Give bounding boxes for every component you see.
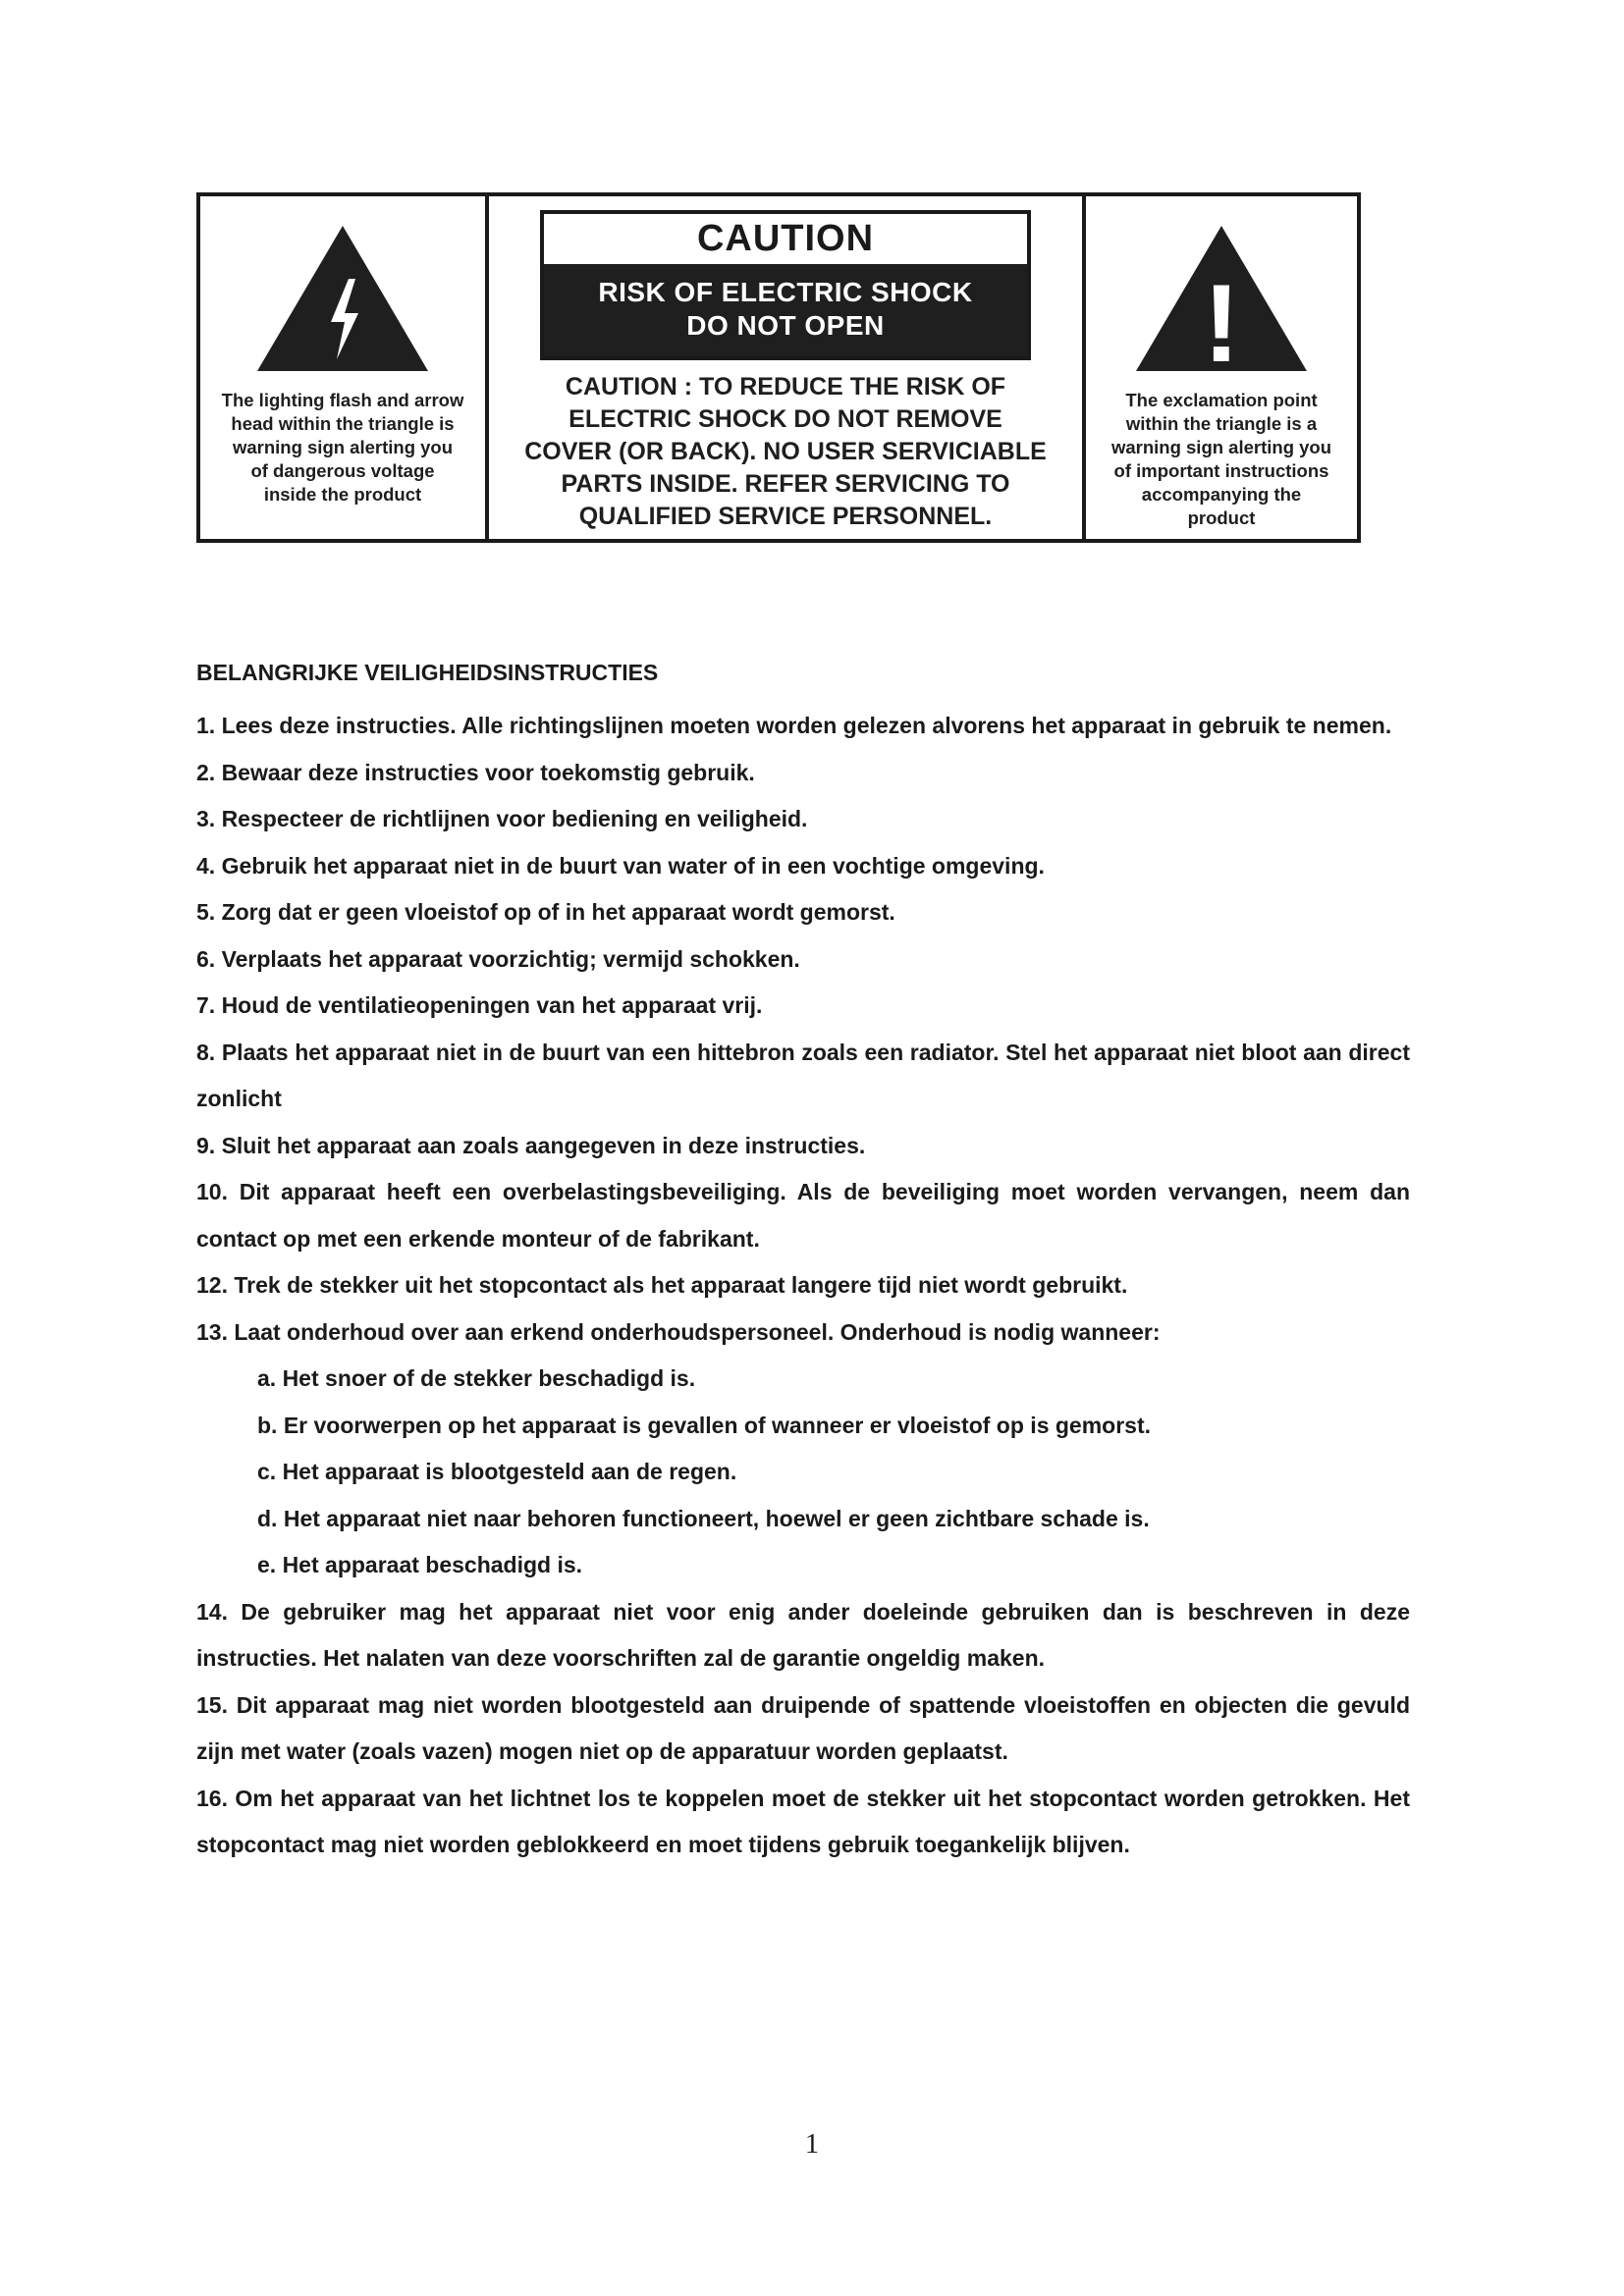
instruction-item: 16. Om het apparaat van het lichtnet los te koppelen moet de stekker uit het stopcontact worden getrokken. Het stopcontact mag niet worden geblokkeerd en moet tijdens gebruik toegankelijk blijven. (196, 1785, 1410, 1857)
caution-description-line: CAUTION : TO REDUCE THE RISK OF (565, 373, 1006, 400)
caution-panel (489, 196, 1086, 539)
instruction-item: 12. Trek de stekker uit het stopcontact als het apparaat langere tijd niet wordt gebruikt. (196, 1272, 1128, 1298)
instruction-item: 7. Houd de ventilatieopeningen van het apparaat vrij. (196, 992, 763, 1018)
lightning-text-line: head within the triangle is (231, 413, 455, 434)
instruction-item: 14. De gebruiker mag het apparaat niet voor enig ander doeleinde gebruiken dan is beschreven in deze instructies. Het nalaten van deze voorschriften zal de garantie ongeldig maken. (196, 1598, 1410, 1671)
instruction-item: 10. Dit apparaat heeft een overbelastingsbeveiliging. Als de beveiliging moet worden vervangen, neem dan contact op met een erkende monteur of de fabrikant. (196, 1179, 1410, 1252)
caution-description-line: QUALIFIED SERVICE PERSONNEL. (578, 503, 993, 530)
instruction-sub-item: d. Het apparaat niet naar behoren functioneert, hoewel er geen zichtbare schade is. (257, 1505, 1150, 1531)
instruction-item: 4. Gebruik het apparaat niet in de buurt van water of in een vochtige omgeving. (196, 852, 1045, 879)
caution-label-box (540, 210, 1031, 360)
exclamation-warning-icon (1132, 220, 1311, 377)
lightning-text-line: The lighting flash and arrow (221, 390, 464, 410)
caution-description-line: COVER (OR BACK). NO USER SERVICIABLE (524, 438, 1047, 465)
instruction-item: 6. Verplaats het apparaat voorzichtig; vermijd schokken. (196, 945, 800, 972)
lightning-warning-text (200, 389, 485, 507)
electric-warning-panel (200, 196, 489, 539)
shock-warning-label (544, 264, 1027, 356)
exclamation-text-line: The exclamation point (1125, 390, 1318, 410)
shock-warning-line: DO NOT OPEN (686, 310, 885, 341)
caution-banner (196, 192, 1361, 543)
instruction-item: 9. Sluit het apparaat aan zoals aangegeven in deze instructies. (196, 1132, 866, 1158)
instruction-item: 15. Dit apparaat mag niet worden blootgesteld aan druipende of spattende vloeistoffen en objecten die gevuld zijn met water (zoals vazen) mogen niet op de apparatuur worden geplaatst. (196, 1691, 1410, 1764)
exclamation-warning-text (1086, 389, 1357, 530)
caution-description-line: PARTS INSIDE. REFER SERVICING TO (561, 470, 1010, 498)
instruction-item: 5. Zorg dat er geen vloeistof op of in het apparaat wordt gemorst. (196, 899, 895, 925)
caution-title: CAUTION (696, 218, 875, 259)
exclamation-text-line: warning sign alerting you (1110, 437, 1332, 457)
caution-description-line: ELECTRIC SHOCK DO NOT REMOVE (568, 405, 1002, 433)
exclamation-text-line: accompanying the (1141, 484, 1302, 505)
exclamation-warning-panel (1086, 196, 1357, 539)
caution-description (489, 371, 1082, 533)
exclamation-text-line: within the triangle is a (1125, 413, 1318, 434)
instruction-sub-item: c. Het apparaat is blootgesteld aan de regen. (257, 1459, 737, 1484)
page-number: 1 (804, 2128, 820, 2160)
exclamation-glyph: ! (1203, 262, 1240, 377)
instruction-item: 8. Plaats het apparaat niet in de buurt van een hittebron zoals een radiator. Stel het apparaat niet bloot aan direct zonlicht (196, 1039, 1410, 1111)
lightning-warning-icon (253, 220, 432, 377)
instruction-item: 1. Lees deze instructies. Alle richtingslijnen moeten worden gelezen alvorens het apparaat in gebruik te nemen. (196, 713, 1392, 738)
instruction-item: 13. Laat onderhoud over aan erkend onderhoudspersoneel. Onderhoud is nodig wanneer: (196, 1318, 1161, 1345)
safety-instructions-list (196, 703, 1410, 1869)
safety-instructions-heading: BELANGRIJKE VEILIGHEIDSINSTRUCTIES (196, 660, 659, 685)
lightning-text-line: warning sign alerting you (232, 437, 454, 457)
lightning-text-line: inside the product (263, 484, 422, 505)
instruction-sub-item: e. Het apparaat beschadigd is. (257, 1552, 583, 1577)
instruction-item: 2. Bewaar deze instructies voor toekomstig gebruik. (196, 759, 755, 785)
instruction-sub-item: a. Het snoer of de stekker beschadigd is. (257, 1365, 696, 1391)
instruction-sub-item: b. Er voorwerpen op het apparaat is gevallen of wanneer er vloeistof op is gemorst. (257, 1412, 1152, 1438)
instruction-item: 3. Respecteer de richtlijnen voor bediening en veiligheid. (196, 806, 808, 831)
exclamation-text-line: of important instructions (1113, 460, 1329, 481)
lightning-text-line: of dangerous voltage (250, 460, 435, 481)
exclamation-text-line: product (1187, 507, 1256, 528)
shock-warning-line: RISK OF ELECTRIC SHOCK (598, 277, 973, 307)
